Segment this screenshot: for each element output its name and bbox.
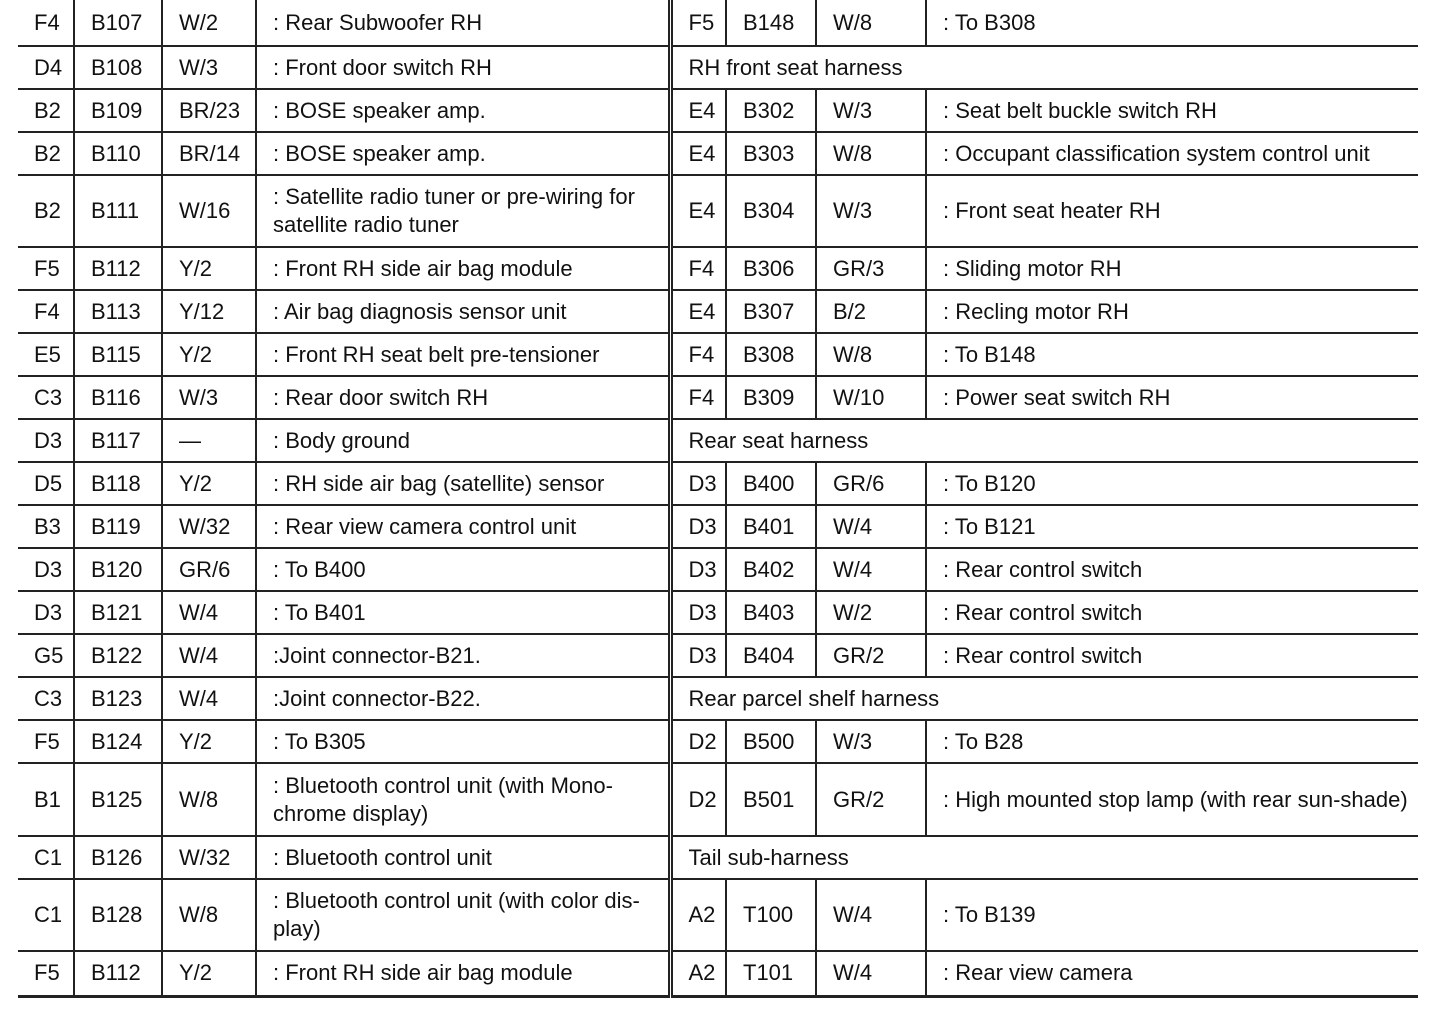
right-connector-cell: B307 — [726, 290, 816, 333]
right-wire-cell: W/8 — [816, 132, 926, 175]
right-connector-cell: B401 — [726, 505, 816, 548]
table-row — [18, 548, 1418, 591]
table-row — [18, 376, 1418, 419]
left-connector-cell: B108 — [74, 46, 162, 89]
left-description-cell: : RH side air bag (satellite) sensor — [256, 462, 670, 505]
left-description-cell: : Front RH side air bag module — [256, 247, 670, 290]
right-description-cell: : To B139 — [926, 879, 1418, 951]
table-row — [18, 720, 1418, 763]
right-connector-cell: T101 — [726, 951, 816, 996]
left-description-cell: : Front RH side air bag module — [256, 951, 670, 996]
table-row — [18, 763, 1418, 836]
left-description-cell: : Rear view camera control unit — [256, 505, 670, 548]
right-description-cell: : To B308 — [926, 0, 1418, 46]
right-connector-cell: B309 — [726, 376, 816, 419]
table-row — [18, 677, 1418, 720]
left-wire-cell: W/4 — [162, 677, 256, 720]
left-description-cell: : To B305 — [256, 720, 670, 763]
right-connector-cell: B302 — [726, 89, 816, 132]
right-grid-cell: E4 — [670, 89, 726, 132]
left-description-cell: : BOSE speaker amp. — [256, 132, 670, 175]
left-grid-cell: C1 — [18, 879, 74, 951]
left-wire-cell: W/4 — [162, 634, 256, 677]
left-wire-cell: BR/14 — [162, 132, 256, 175]
right-description-cell: : To B120 — [926, 462, 1418, 505]
left-wire-cell: Y/12 — [162, 290, 256, 333]
left-description-cell: : Air bag diagnosis sensor unit — [256, 290, 670, 333]
right-grid-cell: E4 — [670, 132, 726, 175]
table-row — [18, 89, 1418, 132]
right-grid-cell: D3 — [670, 505, 726, 548]
left-grid-cell: B2 — [18, 132, 74, 175]
right-wire-cell: W/2 — [816, 591, 926, 634]
right-connector-cell: B400 — [726, 462, 816, 505]
left-description-cell: : Bluetooth control unit — [256, 836, 670, 879]
left-grid-cell: C3 — [18, 376, 74, 419]
right-connector-cell: B306 — [726, 247, 816, 290]
table-row — [18, 247, 1418, 290]
left-grid-cell: D4 — [18, 46, 74, 89]
harness-section-header: Tail sub-harness — [670, 836, 1418, 879]
left-connector-cell: B116 — [74, 376, 162, 419]
right-wire-cell: W/4 — [816, 951, 926, 996]
left-grid-cell: C1 — [18, 836, 74, 879]
table-row — [18, 879, 1418, 951]
right-description-cell: : Rear control switch — [926, 591, 1418, 634]
table-row — [18, 46, 1418, 89]
right-wire-cell: GR/3 — [816, 247, 926, 290]
left-description-cell: : Rear door switch RH — [256, 376, 670, 419]
left-grid-cell: B1 — [18, 763, 74, 836]
table-row — [18, 333, 1418, 376]
left-wire-cell: BR/23 — [162, 89, 256, 132]
right-description-cell: : Rear control switch — [926, 548, 1418, 591]
left-connector-cell: B117 — [74, 419, 162, 462]
left-description-cell: : BOSE speaker amp. — [256, 89, 670, 132]
left-connector-cell: B122 — [74, 634, 162, 677]
left-wire-cell: W/32 — [162, 505, 256, 548]
left-grid-cell: D3 — [18, 548, 74, 591]
right-wire-cell: W/8 — [816, 333, 926, 376]
right-description-cell: : To B121 — [926, 505, 1418, 548]
left-connector-cell: B123 — [74, 677, 162, 720]
left-wire-cell: — — [162, 419, 256, 462]
right-description-cell: : Seat belt buckle switch RH — [926, 89, 1418, 132]
right-description-cell: : High mounted stop lamp (with rear sun-shade) — [926, 763, 1418, 836]
right-wire-cell: W/10 — [816, 376, 926, 419]
right-wire-cell: W/3 — [816, 720, 926, 763]
left-wire-cell: Y/2 — [162, 333, 256, 376]
right-grid-cell: D3 — [670, 462, 726, 505]
right-wire-cell: W/3 — [816, 89, 926, 132]
right-grid-cell: F4 — [670, 333, 726, 376]
left-grid-cell: D5 — [18, 462, 74, 505]
right-grid-cell: F4 — [670, 376, 726, 419]
right-description-cell: : Power seat switch RH — [926, 376, 1418, 419]
left-grid-cell: F5 — [18, 951, 74, 996]
table-row — [18, 290, 1418, 333]
left-connector-cell: B120 — [74, 548, 162, 591]
right-connector-cell: B402 — [726, 548, 816, 591]
left-grid-cell: B2 — [18, 175, 74, 247]
left-grid-cell: G5 — [18, 634, 74, 677]
left-wire-cell: W/3 — [162, 46, 256, 89]
left-connector-cell: B109 — [74, 89, 162, 132]
right-grid-cell: E4 — [670, 290, 726, 333]
table-row — [18, 132, 1418, 175]
left-wire-cell: W/4 — [162, 591, 256, 634]
connector-table — [18, 0, 1418, 998]
left-connector-cell: B121 — [74, 591, 162, 634]
right-description-cell: : Sliding motor RH — [926, 247, 1418, 290]
right-connector-cell: B403 — [726, 591, 816, 634]
right-grid-cell: D2 — [670, 720, 726, 763]
left-connector-cell: B124 — [74, 720, 162, 763]
left-connector-cell: B107 — [74, 0, 162, 46]
left-grid-cell: B2 — [18, 89, 74, 132]
table-row — [18, 462, 1418, 505]
right-grid-cell: F5 — [670, 0, 726, 46]
table-row — [18, 0, 1418, 46]
left-connector-cell: B125 — [74, 763, 162, 836]
right-grid-cell: A2 — [670, 951, 726, 996]
left-wire-cell: W/8 — [162, 879, 256, 951]
right-wire-cell: W/4 — [816, 505, 926, 548]
left-wire-cell: W/8 — [162, 763, 256, 836]
left-description-cell: :Joint connector-B21. — [256, 634, 670, 677]
left-description-cell: : To B401 — [256, 591, 670, 634]
left-wire-cell: W/32 — [162, 836, 256, 879]
right-grid-cell: D2 — [670, 763, 726, 836]
left-connector-cell: B111 — [74, 175, 162, 247]
right-wire-cell: W/3 — [816, 175, 926, 247]
right-wire-cell: GR/6 — [816, 462, 926, 505]
left-connector-cell: B118 — [74, 462, 162, 505]
right-grid-cell: F4 — [670, 247, 726, 290]
left-wire-cell: Y/2 — [162, 462, 256, 505]
left-connector-cell: B112 — [74, 951, 162, 996]
right-description-cell: : Occupant classification system control unit — [926, 132, 1418, 175]
right-description-cell: : Rear control switch — [926, 634, 1418, 677]
left-description-cell: : Bluetooth control unit (with color dis-play) — [256, 879, 670, 951]
left-description-cell: : Bluetooth control unit (with Mono-chrome display) — [256, 763, 670, 836]
left-wire-cell: Y/2 — [162, 720, 256, 763]
left-description-cell: : Rear Subwoofer RH — [256, 0, 670, 46]
right-connector-cell: B304 — [726, 175, 816, 247]
right-connector-cell: B501 — [726, 763, 816, 836]
right-grid-cell: A2 — [670, 879, 726, 951]
table-row — [18, 175, 1418, 247]
left-connector-cell: B128 — [74, 879, 162, 951]
right-description-cell: : Recling motor RH — [926, 290, 1418, 333]
right-grid-cell: D3 — [670, 634, 726, 677]
right-connector-cell: B303 — [726, 132, 816, 175]
right-description-cell: : To B148 — [926, 333, 1418, 376]
table-row — [18, 591, 1418, 634]
right-grid-cell: D3 — [670, 591, 726, 634]
left-grid-cell: F4 — [18, 290, 74, 333]
left-grid-cell: C3 — [18, 677, 74, 720]
left-grid-cell: F4 — [18, 0, 74, 46]
right-grid-cell: D3 — [670, 548, 726, 591]
table-row — [18, 419, 1418, 462]
right-description-cell: : Front seat heater RH — [926, 175, 1418, 247]
left-wire-cell: W/2 — [162, 0, 256, 46]
left-wire-cell: GR/6 — [162, 548, 256, 591]
left-connector-cell: B112 — [74, 247, 162, 290]
table-row — [18, 836, 1418, 879]
left-grid-cell: D3 — [18, 419, 74, 462]
left-description-cell: : To B400 — [256, 548, 670, 591]
left-wire-cell: W/16 — [162, 175, 256, 247]
left-grid-cell: F5 — [18, 720, 74, 763]
left-connector-cell: B126 — [74, 836, 162, 879]
right-connector-cell: B308 — [726, 333, 816, 376]
right-grid-cell: E4 — [670, 175, 726, 247]
harness-section-header: Rear seat harness — [670, 419, 1418, 462]
harness-section-header: Rear parcel shelf harness — [670, 677, 1418, 720]
right-connector-cell: B500 — [726, 720, 816, 763]
right-wire-cell: W/4 — [816, 879, 926, 951]
left-grid-cell: F5 — [18, 247, 74, 290]
left-description-cell: : Body ground — [256, 419, 670, 462]
right-wire-cell: GR/2 — [816, 634, 926, 677]
left-description-cell: :Joint connector-B22. — [256, 677, 670, 720]
right-connector-cell: B148 — [726, 0, 816, 46]
right-wire-cell: W/8 — [816, 0, 926, 46]
harness-section-header: RH front seat harness — [670, 46, 1418, 89]
left-wire-cell: Y/2 — [162, 951, 256, 996]
left-grid-cell: D3 — [18, 591, 74, 634]
right-wire-cell: B/2 — [816, 290, 926, 333]
left-connector-cell: B113 — [74, 290, 162, 333]
right-connector-cell: T100 — [726, 879, 816, 951]
left-description-cell: : Front RH seat belt pre-tensioner — [256, 333, 670, 376]
left-wire-cell: Y/2 — [162, 247, 256, 290]
left-grid-cell: B3 — [18, 505, 74, 548]
right-description-cell: : To B28 — [926, 720, 1418, 763]
left-connector-cell: B115 — [74, 333, 162, 376]
right-wire-cell: GR/2 — [816, 763, 926, 836]
left-grid-cell: E5 — [18, 333, 74, 376]
left-description-cell: : Front door switch RH — [256, 46, 670, 89]
left-connector-cell: B110 — [74, 132, 162, 175]
left-wire-cell: W/3 — [162, 376, 256, 419]
left-connector-cell: B119 — [74, 505, 162, 548]
table-row — [18, 951, 1418, 996]
table-row — [18, 505, 1418, 548]
left-description-cell: : Satellite radio tuner or pre-wiring for satellite radio tuner — [256, 175, 670, 247]
table-row — [18, 634, 1418, 677]
right-description-cell: : Rear view camera — [926, 951, 1418, 996]
right-wire-cell: W/4 — [816, 548, 926, 591]
right-connector-cell: B404 — [726, 634, 816, 677]
